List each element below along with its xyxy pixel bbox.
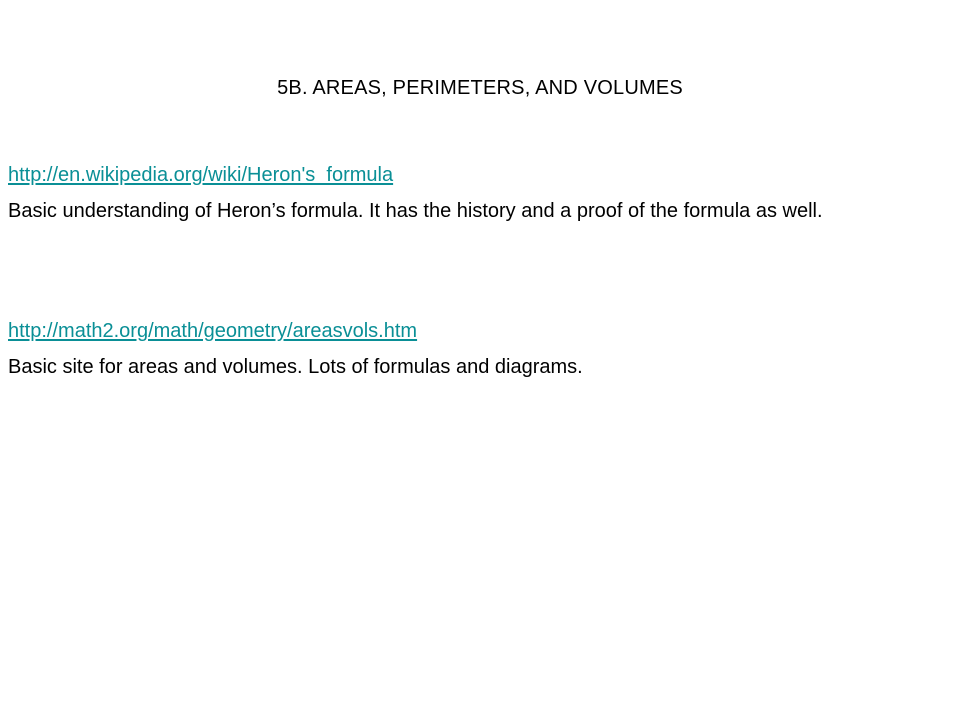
resource-description: Basic understanding of Heron’s formula. It has the history and a proof of the formula as well. (8, 200, 823, 222)
slide-title: 5B. AREAS, PERIMETERS, AND VOLUMES (277, 77, 683, 99)
resource-link[interactable]: http://en.wikipedia.org/wiki/Heron's_formula (8, 164, 394, 186)
resource-item (8, 319, 934, 379)
resource-link[interactable]: http://math2.org/math/geometry/areasvols.htm (8, 320, 418, 342)
resource-item (8, 163, 934, 223)
resource-description: Basic site for areas and volumes. Lots of formulas and diagrams. (8, 356, 583, 378)
